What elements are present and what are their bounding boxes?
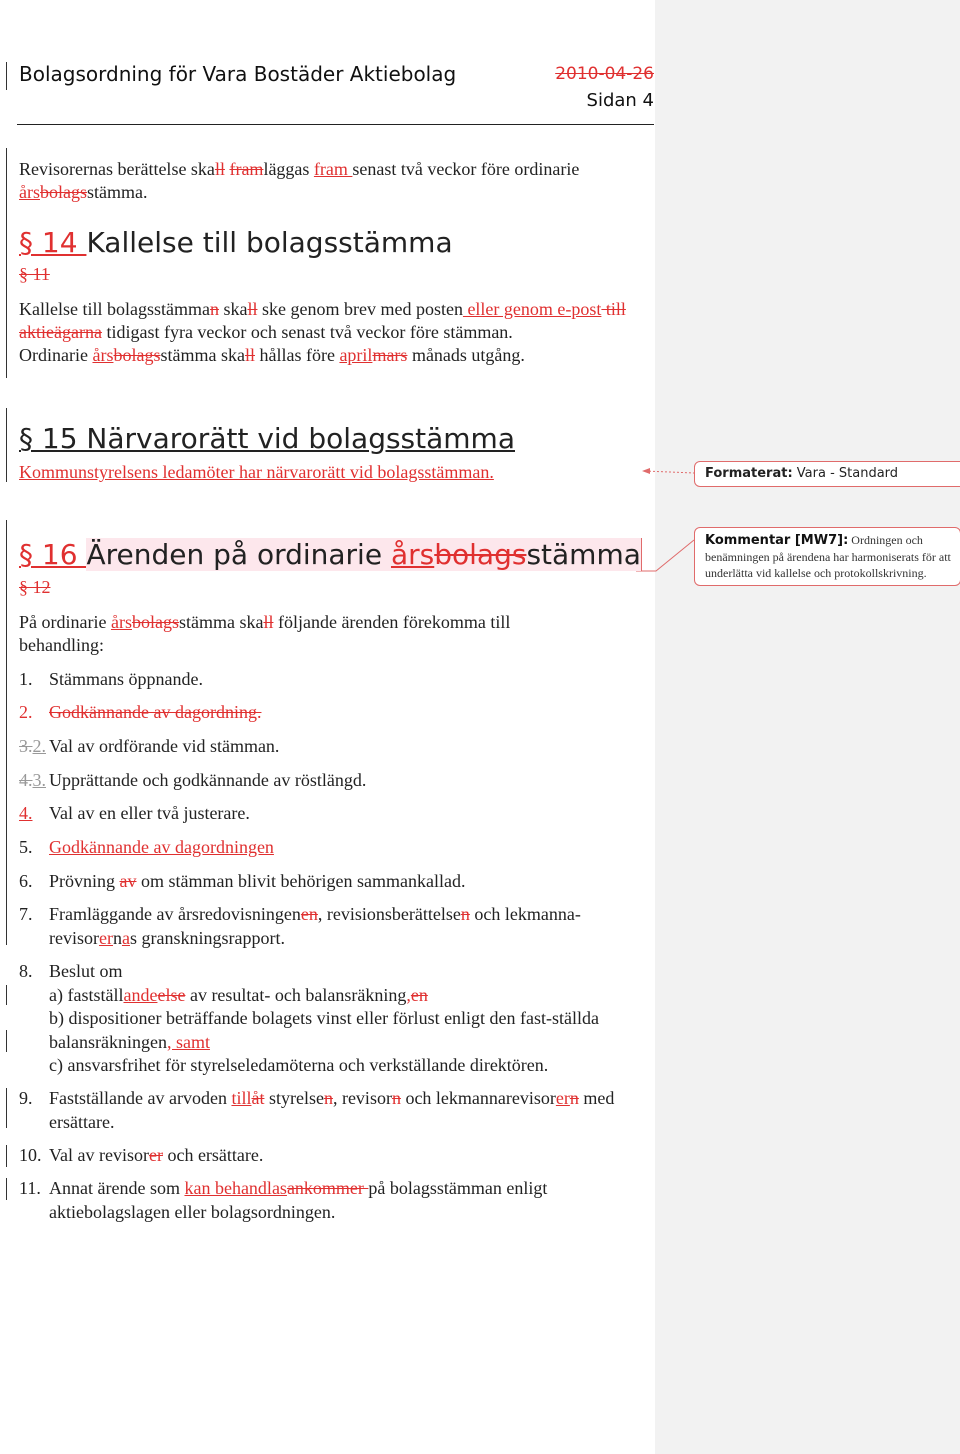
list-item: 9. Fastställande av arvoden tillåt styrelsen, revisorn och lekmannarevisorern med ersättare. [19, 1088, 615, 1132]
comment-margin-pane [655, 0, 960, 1454]
change-bar [6, 408, 7, 482]
list-item: 8. Beslut om a) fastställandeelse av resultat- och balansräkning,en b) dispositioner beträffande bolagets vinst eller förlust enligt den fast-ställda balansräkningen, samt c) ansvarsfrihet för styrelseledamöterna och verkställande direktören. [19, 961, 600, 1075]
section-14-paragraph: Kallelse till bolagsstämman skall ske genom brev med posten eller genom e-post till aktieägarna tidigast fyra veckor och senast två veckor före stämman. Ordinarie årsbolagsstämma skall hållas före aprilmars månads utgång. [19, 299, 626, 365]
formatting-value: Vara - Standard [792, 466, 899, 481]
comment-balloon[interactable] [694, 527, 960, 586]
list-item: 4. Val av en eller två justerare. [19, 803, 250, 823]
list-item: 11. Annat ärende som kan behandlasankommer på bolagsstämman enligt aktiebolagslagen eller bolagsordningen. [19, 1178, 548, 1222]
list-item: 7. Framläggande av årsredovisningenen, revisionsberättelsen och lekmanna-revisorernas granskningsrapport. [19, 904, 581, 948]
formatting-label: Formaterat: [705, 466, 793, 481]
section-15-text: Kommunstyrelsens ledamöter har närvarorätt vid bolagsstämman. [19, 462, 494, 482]
old-section-ref: § 12 [19, 577, 51, 597]
section-16-heading: § 16 Ärenden på ordinarie årsbolagsstämma [19, 538, 641, 571]
page-number: Sidan 4 [586, 90, 654, 111]
change-bar [6, 148, 7, 378]
list-item: 6. Prövning av om stämman blivit behörigen sammankallad. [19, 871, 466, 891]
document-title: Bolagsordning för Vara Bostäder Aktiebolag [19, 62, 457, 86]
change-bar [6, 1030, 7, 1052]
old-section-ref: § 11 [19, 264, 50, 284]
header-rule [17, 124, 654, 125]
list-item: 4.3. Upprättande och godkännande av röstlängd. [19, 770, 367, 790]
section-14-heading: § 14 Kallelse till bolagsstämma [19, 226, 453, 259]
change-bar [6, 1145, 7, 1167]
change-bar [6, 1088, 7, 1128]
comment-label: Kommentar [MW7]: [705, 533, 849, 548]
header-date: 2010-04-26 [555, 64, 654, 84]
list-item: 1. Stämmans öppnande. [19, 669, 203, 689]
change-bar [6, 520, 7, 945]
list-item: 2. Godkännande av dagordning. [19, 702, 262, 722]
change-bar [6, 62, 7, 90]
auditors-paragraph: Revisorernas berättelse skall framläggas fram senast två veckor före ordinarie årsbolagsstämma. [19, 159, 580, 202]
list-item: 3.2. Val av ordförande vid stämman. [19, 736, 280, 756]
formatting-balloon[interactable] [694, 461, 960, 487]
list-item: 5. Godkännande av dagordningen [19, 837, 274, 857]
list-item: 10. Val av revisorer och ersättare. [19, 1145, 264, 1165]
change-bar [6, 985, 7, 1005]
section-16-intro: På ordinarie årsbolagsstämma skall följande ärenden förekomma till behandling: [19, 612, 511, 655]
comment-text: Ordningen och benämningen på ärendena har harmoniserats för att underlätta vid kallelse och protokollskrivning. [705, 533, 951, 580]
change-bar [6, 1178, 7, 1200]
section-15-heading: § 15 Närvarorätt vid bolagsstämma [19, 422, 515, 455]
